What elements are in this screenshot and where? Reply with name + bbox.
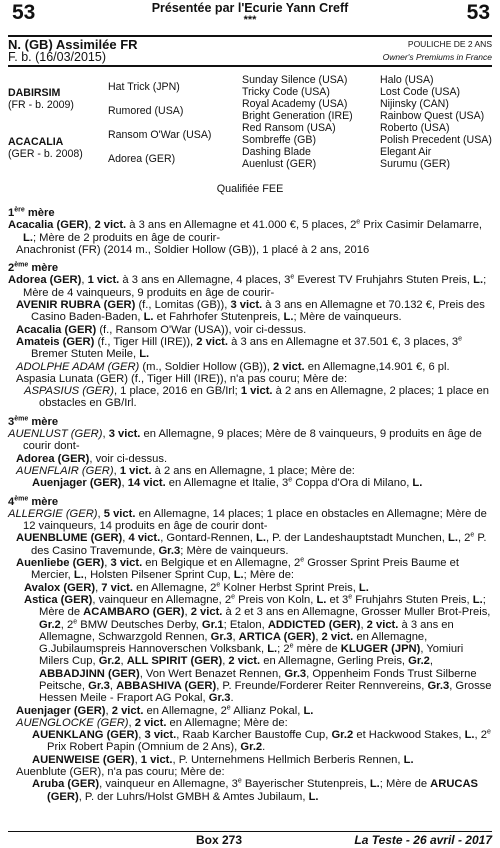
family-notes [8, 207, 494, 803]
pedigree-gen4: Nijinsky (CAN) [380, 98, 449, 110]
page-header [8, 0, 492, 34]
produce-entry: ADOLPHE ADAM (GER) (m., Soldier Hollow (GB)), 2 vict. en Allemagne,14.901 €, 6 pl. [16, 360, 450, 373]
produce-entry: AUENKLANG (GER), 3 vict., Raab Karcher Baustoffe Cup, Gr.2 et Hackwood Stakes, L., 2e Prix Robert Papin (Omnium de 2 Ans), Gr.2. [32, 728, 491, 754]
owners-premiums: Owner's Premiums in France [382, 52, 492, 62]
pedigree-gen4: Rainbow Quest (USA) [380, 110, 485, 122]
pedigree-gen4: Lost Code (USA) [380, 86, 461, 98]
dam-info: (GER - b. 2008) [8, 148, 83, 160]
produce-entry: AUENGLOCKE (GER), 2 vict. en Allemagne; Mère de: [16, 716, 288, 729]
dam-name: ACACALIA [8, 136, 64, 148]
produce-entry: Auenjager (GER), 14 vict. en Allemagne et Italie, 3e Coppa d'Ora di Milano, L. [32, 476, 423, 490]
pedigree-table [8, 75, 500, 175]
produce-entry: Amateis (GER) (f., Tiger Hill (IRE)), 2 vict. à 3 ans en Allemagne et 37.501 €, 3 places, 3e Bremer Stuten Meile, L. [16, 335, 463, 361]
dam-section-heading: 3ème mère [8, 415, 59, 428]
sale-place-date: La Teste - 26 avril - 2017 [354, 833, 492, 847]
pedigree-gen3: Dashing Blade [242, 146, 311, 158]
horse-category: POULICHE DE 2 ANS [407, 39, 492, 49]
pedigree-gen3: Auenlust (GER) [242, 158, 317, 170]
produce-entry: ALLERGIE (GER), 5 vict. en Allemagne, 14 places; 1 place en obstacles en Allemagne; Mère de 12 vainqueurs, 14 produits en âge de courir dont- [8, 507, 487, 533]
dam-section-heading: 1ère mère [8, 206, 55, 219]
produce-entry: Astica (GER), vainqueur en Allemagne, 2e Preis von Koln, L. et 3e Fruhjahrs Stuten Preis, L.; Mère de ACAMBARO (GER), 2 vict. à 2 et 3 ans en Allemagne, Grosser Muller Brot-Preis, Gr.2, 2e BMW Deutsches Derby, Gr.1; Etalon, ADDICTED (GER), 2 vict. à 3 ans en Allemagne, Schwarzgold Rennen, Gr.3, ARTICA (GER), 2 vict. en Allemagne, G.Jubilaumspreis Hannoverschen Volksbank, L.; 2e mère de KLUGER (JPN), Yomiuri Milers Cup, Gr.2, ALL SPIRIT (GER), 2 vict. en Allemagne, Gerling Preis, Gr.2, ABBADJINN (GER), Von Wert Benazet Rennen, Gr.3, Oppenheim Fonds Trust Silberne Peitsche, Gr.3, ABBASHIVA (GER), P. Freunde/Forderer Reiter Rennvereins, Gr.3, Grosse Hessen Meile - Fraport AG Pokal, Gr.3. [24, 593, 492, 705]
produce-entry: Auenjager (GER), 2 vict. en Allemagne, 2e Allianz Pokal, L. [16, 703, 314, 717]
pedigree-gen3: Sombreffe (GB) [242, 134, 316, 146]
lot-number-right: 53 [466, 1, 490, 24]
pedigree-gen4: Polish Precedent (USA) [380, 134, 492, 146]
produce-entry: Adorea (GER), 1 vict. à 3 ans en Allemagne, 4 places, 3e Everest TV Fruhjahrs Stuten Preis, L.; Mère de 4 vainqueurs, 9 produits en âge de courir- [8, 273, 487, 299]
pedigree-gen2: Ransom O'War (USA) [108, 129, 212, 141]
pedigree-gen2: Rumored (USA) [108, 105, 184, 117]
produce-entry: Aspasia Lunata (GER) (f., Tiger Hill (IRE)), n'a pas couru; Mère de: [16, 372, 348, 385]
pedigree-gen3: Red Ransom (USA) [242, 122, 336, 134]
produce-entry: Acacalia (GER), 2 vict. à 3 ans en Allemagne et 41.000 €, 5 places, 2e Prix Casimir Delamarre, L.; Mère de 2 produits en âge de courir- [8, 218, 483, 244]
pedigree-gen4: Surumu (GER) [380, 158, 451, 170]
lot-number-left: 53 [12, 1, 36, 24]
dam-section-heading: 2ème mère [8, 261, 59, 275]
produce-entry: Anachronist (FR) (2014 m., Soldier Hollow (GB)), 1 placé à 2 ans, 2016 [16, 243, 370, 256]
horse-header [8, 38, 492, 64]
pedigree-gen3: Royal Academy (USA) [242, 98, 348, 110]
produce-entry: Acacalia (GER) (f., Ransom O'War (USA)), voir ci-dessus. [16, 323, 307, 336]
horse-birth: F. b. (16/03/2015) [8, 50, 106, 64]
pedigree-gen3: Bright Generation (IRE) [242, 110, 353, 122]
sire-info: (FR - b. 2009) [8, 99, 74, 111]
pedigree-gen2: Hat Trick (JPN) [108, 81, 180, 93]
pedigree-gen3: Tricky Code (USA) [242, 86, 330, 98]
produce-entry: Aruba (GER), vainqueur en Allemagne, 3e Bayerischer Stutenpreis, L.; Mère de ARUCAS (GER), P. der Luhrs/Holst GMBH & Amtes Jubilaum, L. [32, 777, 479, 803]
horse-name: N. (GB) Assimilée FR [8, 37, 138, 52]
produce-entry: Auenliebe (GER), 3 vict. en Belgique et en Allemagne, 2e Grosser Sprint Preis Baume et Mercier, L., Holsten Pilsener Sprint Cup, L.; Mère de: [16, 556, 459, 582]
pedigree-gen2: Adorea (GER) [108, 153, 176, 165]
produce-entry: Adorea (GER), voir ci-dessus. [16, 452, 168, 465]
sire-name: DABIRSIM [8, 87, 61, 99]
pedigree-gen4: Elegant Air [380, 146, 432, 158]
produce-entry: Auenblute (GER), n'a pas couru; Mère de: [16, 766, 225, 779]
footer-rule [8, 831, 492, 832]
consignor-title: Présentée par l'Ecurie Yann Creff [151, 1, 349, 15]
produce-entry: AUENFLAIR (GER), 1 vict. à 2 ans en Allemagne, 1 place; Mère de: [16, 464, 355, 477]
qualification-note: Qualifiée FEE [216, 183, 284, 195]
header-rule-bottom [8, 65, 492, 67]
pedigree-gen3: Sunday Silence (USA) [242, 74, 348, 86]
consignor-stars: *** [243, 14, 257, 26]
box-number: Box 273 [196, 833, 243, 847]
pedigree-gen4: Halo (USA) [380, 74, 434, 86]
pedigree-gen4: Roberto (USA) [380, 122, 450, 134]
dam-section-heading: 4ème mère [8, 494, 59, 508]
produce-entry: AUENWEISE (GER), 1 vict., P. Unternehmens Hellmich Berberis Rennen, L. [32, 753, 414, 766]
produce-entry: Avalox (GER), 7 vict. en Allemagne, 2e Kolner Herbst Sprint Preis, L. [24, 580, 369, 594]
produce-entry: AUENLUST (GER), 3 vict. en Allemagne, 9 places; Mère de 8 vainqueurs, 9 produits en âge de courir dont- [8, 428, 482, 453]
produce-entry: AVENIR RUBRA (GER) (f., Lomitas (GB)), 3 vict. à 3 ans en Allemagne et 70.132 €, Preis des Casino Baden-Baden, L. et Fahrhofer Stutenpreis, L.; Mère de vainqueurs. [16, 299, 485, 324]
produce-entry: ASPASIUS (GER), 1 place, 2016 en GB/Irl; 1 vict. à 2 ans en Allemagne, 2 places; 1 place en obstacles en GB/Irl. [24, 385, 489, 410]
produce-entry: AUENBLUME (GER), 4 vict., Gontard-Rennen, L., P. der Landeshauptstadt Munchen, L., 2e P. des Casino Travemunde, Gr.3; Mère de vainqueurs. [16, 531, 487, 557]
